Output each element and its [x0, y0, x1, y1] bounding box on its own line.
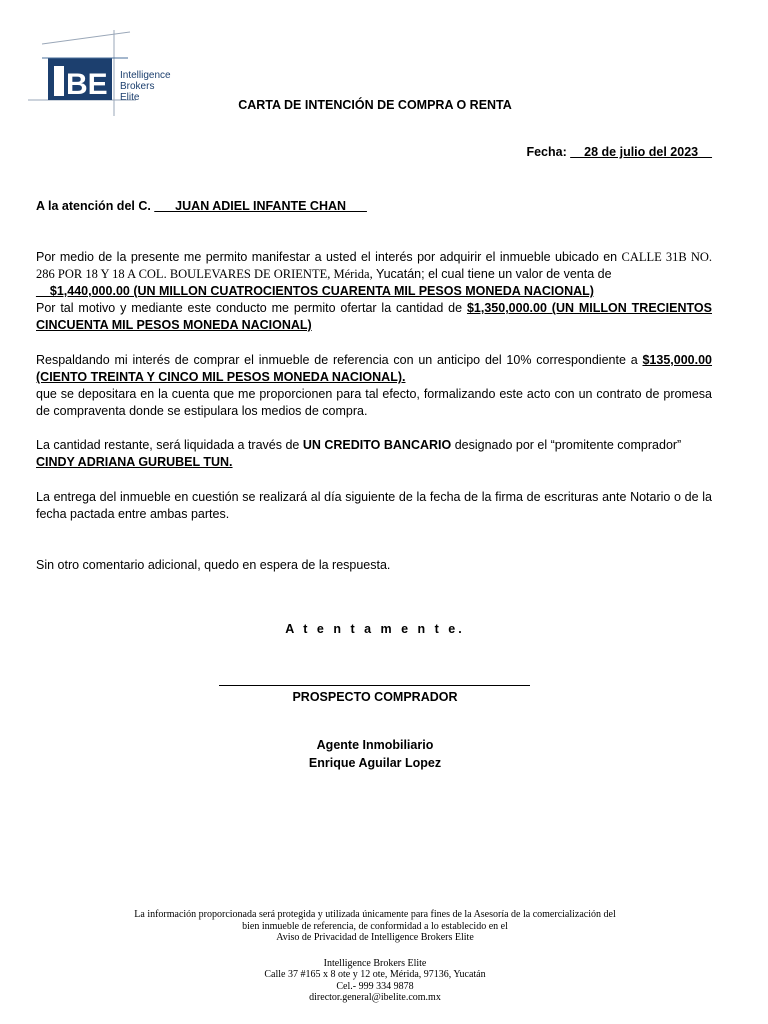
footer: [0, 909, 750, 1004]
p3-text-a: Respaldando mi interés de comprar el inmueble de referencia con un anticipo del 10% correspondiente a: [36, 353, 643, 367]
attention-line: [36, 199, 367, 213]
attention-name: ___JUAN ADIEL INFANTE CHAN___: [154, 199, 367, 213]
paragraph-credit: [36, 437, 712, 471]
privacy-line-1: La información proporcionada será protegida y utilizada únicamente para fines de la Asesoría de la comercialización del: [134, 909, 616, 920]
logo-line-1: Intelligence: [120, 70, 171, 81]
document-title: CARTA DE INTENCIÓN DE COMPRA O RENTA: [238, 98, 512, 112]
p1-text-b: Yucatán; el cual tiene un valor de venta de: [372, 267, 612, 281]
paragraph-property: [36, 249, 712, 334]
footer-company: Intelligence Brokers Elite: [323, 957, 427, 969]
logo-line-2: Brokers: [120, 81, 155, 92]
p2-text-a: Por tal motivo y mediante este conducto me permito ofertar la cantidad de: [36, 301, 467, 315]
p4-buyer: CINDY ADRIANA GURUBEL TUN.: [36, 455, 233, 469]
svg-text:BE: BE: [66, 68, 108, 101]
p2-offer: $1,350,000.00 (UN MILLON TRECIENTOS CINCUENTA MIL PESOS MONEDA NACIONAL): [36, 301, 712, 332]
p1-text-a: Por medio de la presente me permito manifestar a usted el interés por adquirir el inmueble ubicado en: [36, 250, 622, 264]
agent-name: Enrique Aguilar Lopez: [308, 756, 442, 770]
p3-amount: $135,000.00 (CIENTO TREINTA Y CINCO MIL PESOS MONEDA NACIONAL).: [36, 353, 712, 384]
p4-text-b: designado por el “promitente comprador”: [451, 438, 682, 452]
privacy-line-3: Aviso de Privacidad de Intelligence Brokers Elite: [276, 932, 474, 943]
agent-label: Agente Inmobiliario: [316, 738, 434, 752]
date-label: Fecha:: [526, 145, 567, 159]
atentamente: A t e n t a m e n t e.: [285, 622, 465, 636]
p4-credit: UN CREDITO BANCARIO: [302, 438, 452, 452]
p1-address: CALLE 31B NO. 286 POR 18 Y 18 A COL. BOULEVARES DE ORIENTE, Mérida,: [36, 250, 712, 281]
p3-text-b: que se depositara en la cuenta que me proporcionen para tal efecto, formalizando este acto con un contrato de promesa de compraventa donde se estipulara los medios de compra.: [36, 387, 712, 418]
paragraph-closing: Sin otro comentario adicional, quedo en espera de la respuesta.: [36, 558, 391, 572]
footer-address: Calle 37 #165 x 8 ote y 12 ote, Mérida, 97136, Yucatán: [264, 969, 486, 980]
logo-line-3: Elite: [120, 92, 140, 103]
signature-line: [219, 685, 530, 686]
prospect-label: PROSPECTO COMPRADOR: [292, 690, 458, 704]
date-value: __28 de julio del 2023__: [570, 145, 712, 159]
privacy-line-2: bien inmueble de referencia, de conformidad a lo establecido en el: [242, 920, 508, 932]
paragraph-deposit: [36, 352, 712, 420]
p1-price: __$1,440,000.00 (UN MILLON CUATROCIENTOS CUARENTA MIL PESOS MONEDA NACIONAL): [36, 284, 594, 298]
footer-email: director.general@ibelite.com.mx: [309, 992, 441, 1003]
p4-text-a: La cantidad restante, será liquidada a través de: [36, 438, 303, 452]
date-line: [526, 145, 712, 159]
attention-label: A la atención del C.: [36, 199, 151, 213]
paragraph-delivery: La entrega del inmueble en cuestión se realizará al día siguiente de la fecha de la firma de escrituras ante Notario o de la fecha pactada entre ambas partes.: [36, 490, 712, 521]
footer-phone: Cel.- 999 334 9878: [336, 980, 414, 992]
